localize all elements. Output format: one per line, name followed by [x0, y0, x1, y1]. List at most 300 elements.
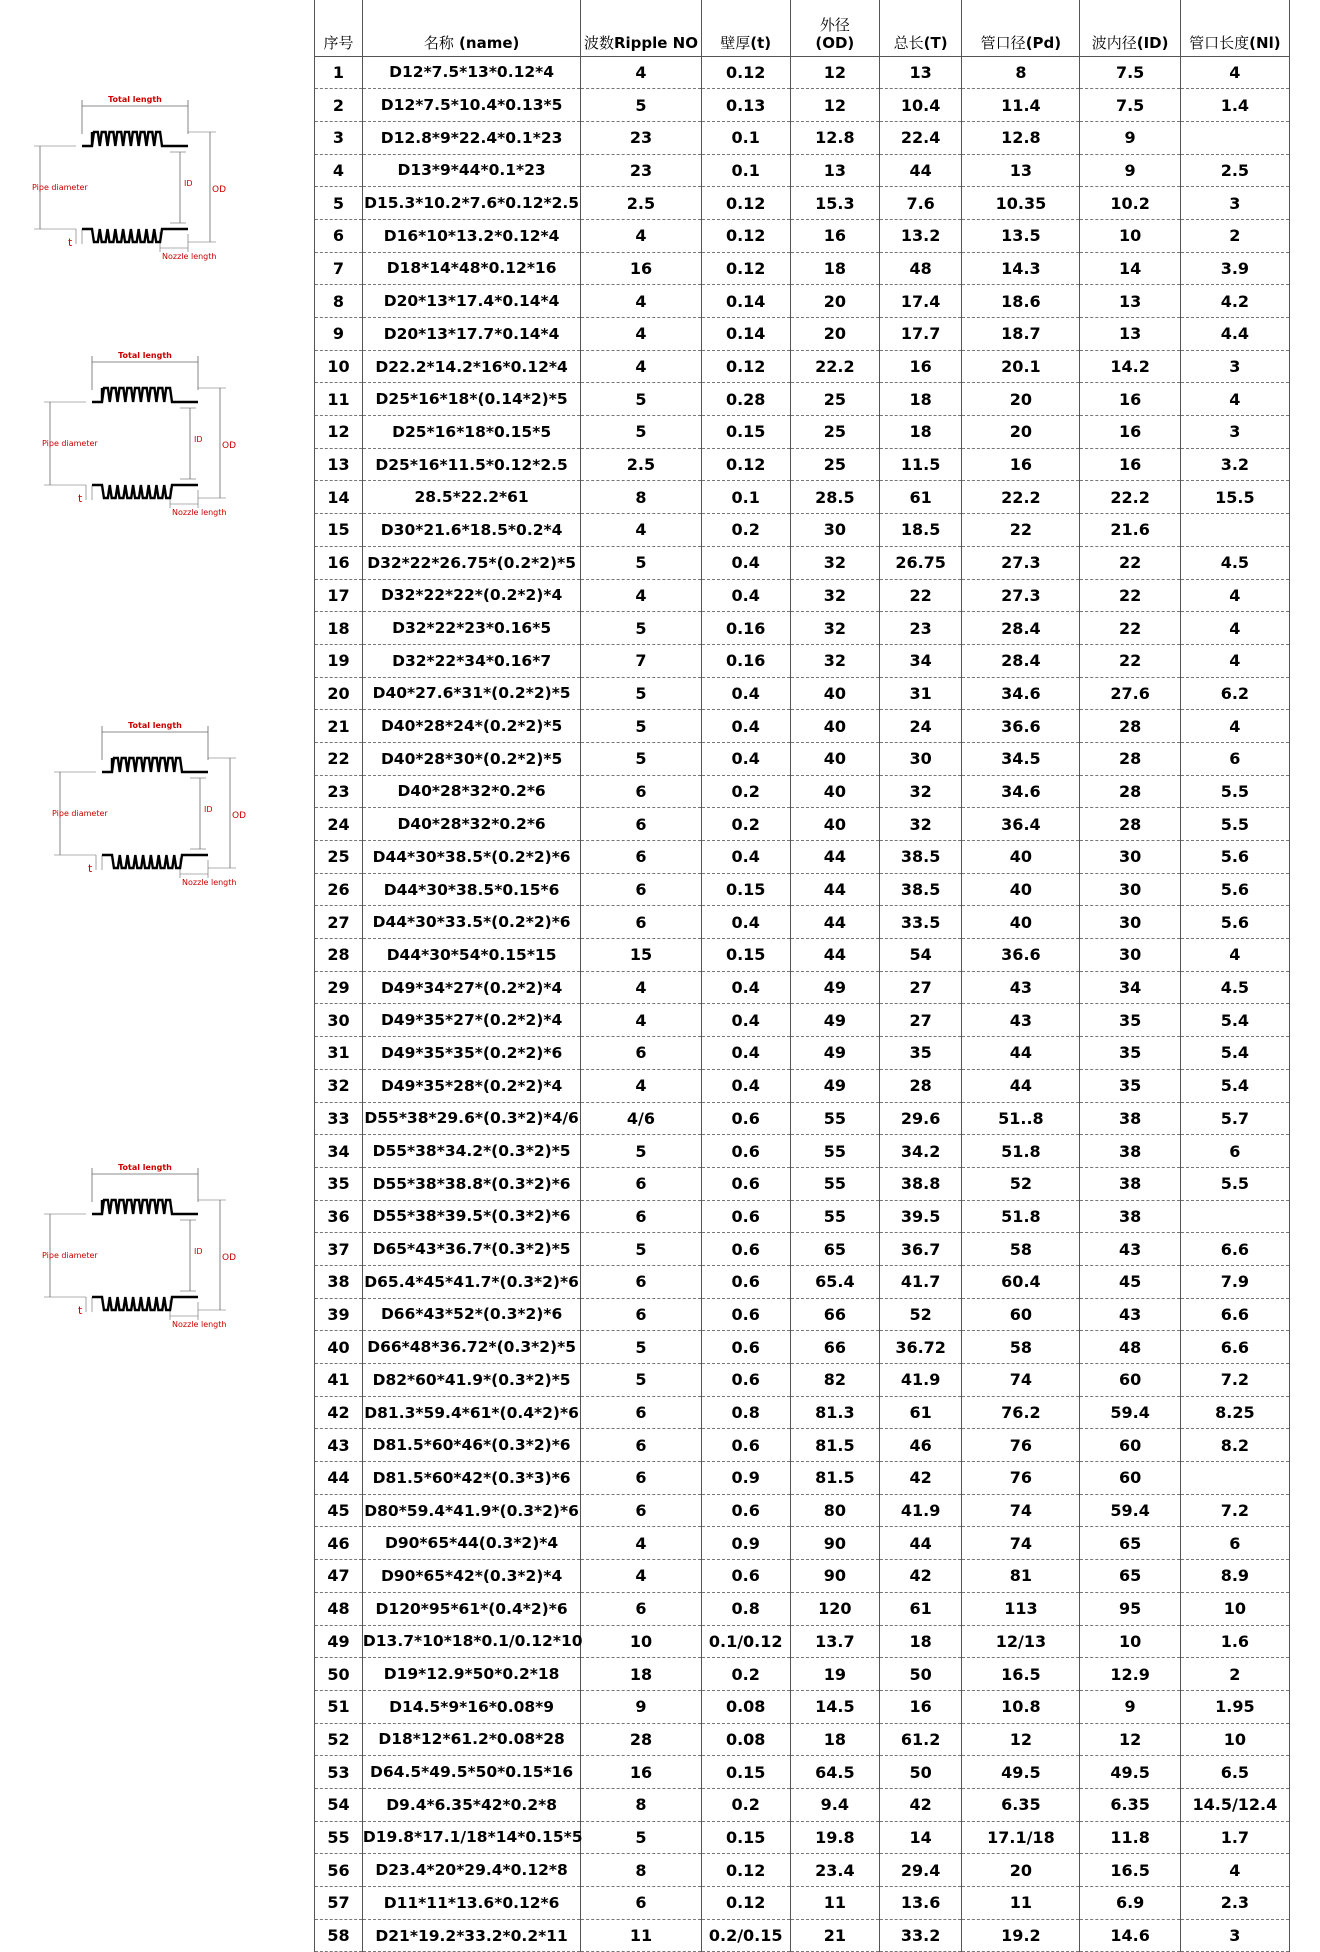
cell-outer-diameter: 49: [790, 971, 879, 1004]
cell-inner-diameter: 30: [1080, 906, 1180, 939]
cell-index: 13: [315, 448, 363, 481]
table-row: [315, 1723, 1290, 1756]
header-en: (OD): [815, 33, 855, 52]
table-row: [315, 906, 1290, 939]
cell-ripple-no: 8: [581, 1788, 701, 1821]
pipe-diameter-label: Pipe diameter: [42, 439, 98, 448]
cell-inner-diameter: 11.8: [1080, 1821, 1180, 1854]
cell-name: D40*28*32*0.2*6: [362, 808, 580, 841]
cell-outer-diameter: 40: [790, 775, 879, 808]
cell-ripple-no: 4: [581, 219, 701, 252]
cell-inner-diameter: 14.2: [1080, 350, 1180, 383]
cell-total-length: 34: [879, 644, 961, 677]
cell-total-length: 41.7: [879, 1265, 961, 1298]
cell-ripple-no: 6: [581, 1494, 701, 1527]
header-index: [315, 0, 363, 56]
header-zh: 波内径: [1091, 33, 1137, 52]
table-row: [315, 448, 1290, 481]
total-length-label: Total length: [108, 95, 162, 104]
cell-total-length: 7.6: [879, 187, 961, 220]
cell-inner-diameter: 30: [1080, 841, 1180, 874]
cell-index: 32: [315, 1069, 363, 1102]
cell-name: D65.4*45*41.7*(0.3*2)*6: [362, 1265, 580, 1298]
cell-nozzle-length: 4: [1180, 383, 1289, 416]
cell-index: 24: [315, 808, 363, 841]
cell-nozzle-length: 6: [1180, 1135, 1289, 1168]
cell-nozzle-length: 5.5: [1180, 1167, 1289, 1200]
cell-wall-thickness: 0.6: [701, 1494, 790, 1527]
cell-index: 28: [315, 939, 363, 972]
cell-ripple-no: 6: [581, 906, 701, 939]
cell-wall-thickness: 0.4: [701, 906, 790, 939]
cell-index: 44: [315, 1462, 363, 1495]
bellows-drawing: [40, 1152, 240, 1327]
cell-name: D40*28*32*0.2*6: [362, 775, 580, 808]
cell-outer-diameter: 80: [790, 1494, 879, 1527]
cell-outer-diameter: 65: [790, 1233, 879, 1266]
cell-index: 18: [315, 612, 363, 645]
cell-inner-diameter: 38: [1080, 1135, 1180, 1168]
cell-outer-diameter: 32: [790, 612, 879, 645]
cell-inner-diameter: 22: [1080, 546, 1180, 579]
cell-wall-thickness: 0.6: [701, 1331, 790, 1364]
cell-total-length: 18: [879, 416, 961, 449]
cell-wall-thickness: 0.4: [701, 1004, 790, 1037]
cell-wall-thickness: 0.8: [701, 1592, 790, 1625]
cell-pipe-diameter: 19.2: [962, 1919, 1080, 1952]
cell-outer-diameter: 82: [790, 1364, 879, 1397]
total-length-label: Total length: [118, 1163, 172, 1172]
cell-index: 45: [315, 1494, 363, 1527]
cell-outer-diameter: 11: [790, 1887, 879, 1920]
cell-index: 54: [315, 1788, 363, 1821]
cell-index: 6: [315, 219, 363, 252]
cell-total-length: 30: [879, 742, 961, 775]
cell-total-length: 36.7: [879, 1233, 961, 1266]
cell-wall-thickness: 0.9: [701, 1462, 790, 1495]
cell-outer-diameter: 64.5: [790, 1756, 879, 1789]
cell-index: 52: [315, 1723, 363, 1756]
cell-outer-diameter: 20: [790, 285, 879, 318]
cell-nozzle-length: 4.5: [1180, 971, 1289, 1004]
cell-ripple-no: 6: [581, 1592, 701, 1625]
header-zh: 壁厚: [720, 33, 751, 52]
cell-index: 1: [315, 56, 363, 89]
bellows-spec-table: [314, 0, 1290, 1952]
table-row: [315, 383, 1290, 416]
cell-nozzle-length: 8.2: [1180, 1429, 1289, 1462]
cell-outer-diameter: 44: [790, 873, 879, 906]
cell-ripple-no: 6: [581, 1298, 701, 1331]
cell-inner-diameter: 13: [1080, 318, 1180, 351]
thickness-label: t: [88, 862, 93, 875]
cell-ripple-no: 4: [581, 579, 701, 612]
cell-outer-diameter: 13: [790, 154, 879, 187]
cell-nozzle-length: [1180, 121, 1289, 154]
cell-total-length: 50: [879, 1658, 961, 1691]
table-row: [315, 1364, 1290, 1397]
cell-index: 40: [315, 1331, 363, 1364]
cell-name: D64.5*49.5*50*0.15*16: [362, 1756, 580, 1789]
cell-outer-diameter: 18: [790, 252, 879, 285]
cell-inner-diameter: 9: [1080, 1690, 1180, 1723]
cell-total-length: 61: [879, 481, 961, 514]
cell-wall-thickness: 0.15: [701, 1821, 790, 1854]
cell-ripple-no: 6: [581, 1429, 701, 1462]
cell-pipe-diameter: 44: [962, 1037, 1080, 1070]
cell-pipe-diameter: 51..8: [962, 1102, 1080, 1135]
cell-ripple-no: 6: [581, 775, 701, 808]
cell-total-length: 46: [879, 1429, 961, 1462]
cell-total-length: 13.6: [879, 1887, 961, 1920]
cell-name: D55*38*39.5*(0.3*2)*6: [362, 1200, 580, 1233]
cell-wall-thickness: 0.6: [701, 1167, 790, 1200]
cell-outer-diameter: 55: [790, 1200, 879, 1233]
cell-ripple-no: 5: [581, 416, 701, 449]
cell-wall-thickness: 0.8: [701, 1396, 790, 1429]
cell-pipe-diameter: 74: [962, 1527, 1080, 1560]
cell-total-length: 61: [879, 1396, 961, 1429]
cell-pipe-diameter: 16: [962, 448, 1080, 481]
cell-outer-diameter: 40: [790, 710, 879, 743]
cell-total-length: 16: [879, 1690, 961, 1723]
cell-pipe-diameter: 22: [962, 514, 1080, 547]
cell-ripple-no: 5: [581, 89, 701, 122]
cell-wall-thickness: 0.12: [701, 1887, 790, 1920]
bellows-diagram: [30, 84, 230, 259]
cell-name: D120*95*61*(0.4*2)*6: [362, 1592, 580, 1625]
cell-wall-thickness: 0.15: [701, 873, 790, 906]
cell-index: 35: [315, 1167, 363, 1200]
cell-inner-diameter: 34: [1080, 971, 1180, 1004]
cell-inner-diameter: 10: [1080, 1625, 1180, 1658]
cell-wall-thickness: 0.4: [701, 710, 790, 743]
cell-inner-diameter: 22: [1080, 644, 1180, 677]
cell-pipe-diameter: 36.4: [962, 808, 1080, 841]
table-row: [315, 775, 1290, 808]
cell-inner-diameter: 10.2: [1080, 187, 1180, 220]
table-row: [315, 742, 1290, 775]
cell-name: D21*19.2*33.2*0.2*11: [362, 1919, 580, 1952]
cell-name: D22.2*14.2*16*0.12*4: [362, 350, 580, 383]
cell-name: D44*30*33.5*(0.2*2)*6: [362, 906, 580, 939]
cell-wall-thickness: 0.2: [701, 514, 790, 547]
cell-total-length: 18: [879, 1625, 961, 1658]
cell-nozzle-length: [1180, 1462, 1289, 1495]
table-row: [315, 1331, 1290, 1364]
cell-wall-thickness: 0.14: [701, 318, 790, 351]
cell-outer-diameter: 90: [790, 1527, 879, 1560]
cell-pipe-diameter: 76: [962, 1429, 1080, 1462]
inner-diameter-label: ID: [184, 179, 193, 188]
cell-inner-diameter: 38: [1080, 1167, 1180, 1200]
cell-outer-diameter: 55: [790, 1102, 879, 1135]
cell-wall-thickness: 0.1: [701, 481, 790, 514]
cell-pipe-diameter: 27.3: [962, 579, 1080, 612]
cell-inner-diameter: 35: [1080, 1037, 1180, 1070]
table-row: [315, 939, 1290, 972]
table-row: [315, 121, 1290, 154]
header-zh: 名称: [423, 33, 454, 52]
table-row: [315, 89, 1290, 122]
cell-pipe-diameter: 34.6: [962, 677, 1080, 710]
cell-name: D18*14*48*0.12*16: [362, 252, 580, 285]
cell-nozzle-length: 1.4: [1180, 89, 1289, 122]
cell-pipe-diameter: 81: [962, 1560, 1080, 1593]
cell-index: 21: [315, 710, 363, 743]
cell-outer-diameter: 15.3: [790, 187, 879, 220]
header-en: (Nl): [1249, 33, 1281, 52]
table-row: [315, 1887, 1290, 1920]
cell-wall-thickness: 0.12: [701, 56, 790, 89]
table-row: [315, 1265, 1290, 1298]
table-row: [315, 1429, 1290, 1462]
table-row: [315, 1135, 1290, 1168]
cell-ripple-no: 4: [581, 1069, 701, 1102]
cell-outer-diameter: 32: [790, 579, 879, 612]
cell-ripple-no: 5: [581, 612, 701, 645]
cell-ripple-no: 7: [581, 644, 701, 677]
cell-inner-diameter: 21.6: [1080, 514, 1180, 547]
cell-ripple-no: 5: [581, 1821, 701, 1854]
cell-inner-diameter: 45: [1080, 1265, 1180, 1298]
cell-pipe-diameter: 18.7: [962, 318, 1080, 351]
cell-inner-diameter: 38: [1080, 1102, 1180, 1135]
table-row: [315, 1788, 1290, 1821]
inner-diameter-label: ID: [194, 1247, 203, 1256]
table-row: [315, 1037, 1290, 1070]
cell-total-length: 44: [879, 1527, 961, 1560]
cell-nozzle-length: 4: [1180, 710, 1289, 743]
cell-index: 56: [315, 1854, 363, 1887]
cell-pipe-diameter: 14.3: [962, 252, 1080, 285]
bellows-drawing: [30, 84, 230, 259]
cell-wall-thickness: 0.2: [701, 1658, 790, 1691]
cell-index: 4: [315, 154, 363, 187]
table-row: [315, 1462, 1290, 1495]
cell-wall-thickness: 0.2: [701, 1788, 790, 1821]
cell-wall-thickness: 0.13: [701, 89, 790, 122]
header-zh: 管口长度: [1189, 33, 1250, 52]
cell-ripple-no: 6: [581, 1462, 701, 1495]
cell-inner-diameter: 14.6: [1080, 1919, 1180, 1952]
cell-wall-thickness: 0.12: [701, 1854, 790, 1887]
table-row: [315, 1102, 1290, 1135]
table-row: [315, 252, 1290, 285]
cell-total-length: 38.5: [879, 841, 961, 874]
cell-pipe-diameter: 43: [962, 971, 1080, 1004]
cell-wall-thickness: 0.1: [701, 121, 790, 154]
cell-outer-diameter: 12: [790, 89, 879, 122]
cell-outer-diameter: 25: [790, 416, 879, 449]
header-inner-diameter: [1080, 0, 1180, 56]
pipe-diameter-label: Pipe diameter: [42, 1251, 98, 1260]
cell-wall-thickness: 0.15: [701, 939, 790, 972]
cell-inner-diameter: 10: [1080, 219, 1180, 252]
cell-inner-diameter: 9: [1080, 121, 1180, 154]
cell-nozzle-length: 4: [1180, 56, 1289, 89]
cell-ripple-no: 4: [581, 514, 701, 547]
cell-inner-diameter: 30: [1080, 939, 1180, 972]
cell-name: D25*16*18*(0.14*2)*5: [362, 383, 580, 416]
cell-outer-diameter: 21: [790, 1919, 879, 1952]
cell-wall-thickness: 0.08: [701, 1723, 790, 1756]
table-row: [315, 1167, 1290, 1200]
cell-total-length: 23: [879, 612, 961, 645]
cell-nozzle-length: [1180, 514, 1289, 547]
table-row: [315, 1821, 1290, 1854]
cell-total-length: 33.5: [879, 906, 961, 939]
cell-total-length: 16: [879, 350, 961, 383]
cell-pipe-diameter: 10.35: [962, 187, 1080, 220]
cell-nozzle-length: 8.25: [1180, 1396, 1289, 1429]
cell-outer-diameter: 20: [790, 318, 879, 351]
cell-pipe-diameter: 44: [962, 1069, 1080, 1102]
cell-pipe-diameter: 16.5: [962, 1658, 1080, 1691]
cell-name: D65*43*36.7*(0.3*2)*5: [362, 1233, 580, 1266]
cell-name: D30*21.6*18.5*0.2*4: [362, 514, 580, 547]
cell-name: D32*22*22*(0.2*2)*4: [362, 579, 580, 612]
table-row: [315, 1298, 1290, 1331]
cell-pipe-diameter: 12/13: [962, 1625, 1080, 1658]
cell-total-length: 42: [879, 1788, 961, 1821]
cell-name: D12*7.5*10.4*0.13*5: [362, 89, 580, 122]
cell-inner-diameter: 28: [1080, 775, 1180, 808]
cell-nozzle-length: 3.2: [1180, 448, 1289, 481]
cell-wall-thickness: 0.12: [701, 350, 790, 383]
cell-ripple-no: 5: [581, 1331, 701, 1364]
cell-wall-thickness: 0.12: [701, 448, 790, 481]
table-row: [315, 285, 1290, 318]
cell-nozzle-length: 10: [1180, 1592, 1289, 1625]
cell-index: 15: [315, 514, 363, 547]
cell-total-length: 32: [879, 808, 961, 841]
cell-total-length: 28: [879, 1069, 961, 1102]
cell-nozzle-length: 1.95: [1180, 1690, 1289, 1723]
cell-inner-diameter: 65: [1080, 1527, 1180, 1560]
cell-index: 26: [315, 873, 363, 906]
cell-nozzle-length: 3: [1180, 416, 1289, 449]
cell-ripple-no: 11: [581, 1919, 701, 1952]
cell-index: 20: [315, 677, 363, 710]
cell-inner-diameter: 16: [1080, 416, 1180, 449]
cell-ripple-no: 4: [581, 1004, 701, 1037]
cell-nozzle-length: 6.2: [1180, 677, 1289, 710]
table-row: [315, 971, 1290, 1004]
table-row: [315, 579, 1290, 612]
cell-outer-diameter: 40: [790, 677, 879, 710]
cell-name: D11*11*13.6*0.12*6: [362, 1887, 580, 1920]
cell-name: D20*13*17.4*0.14*4: [362, 285, 580, 318]
table-row: [315, 1004, 1290, 1037]
cell-pipe-diameter: 28.4: [962, 644, 1080, 677]
table-row: [315, 56, 1290, 89]
cell-index: 3: [315, 121, 363, 154]
cell-pipe-diameter: 28.4: [962, 612, 1080, 645]
header-en: (Pd): [1025, 33, 1062, 52]
header-zh: 外径: [819, 15, 850, 34]
cell-outer-diameter: 81.3: [790, 1396, 879, 1429]
cell-name: D90*65*44(0.3*2)*4: [362, 1527, 580, 1560]
cell-pipe-diameter: 40: [962, 906, 1080, 939]
cell-nozzle-length: 6.6: [1180, 1331, 1289, 1364]
cell-nozzle-length: 4: [1180, 644, 1289, 677]
cell-wall-thickness: 0.6: [701, 1364, 790, 1397]
table-row: [315, 710, 1290, 743]
cell-pipe-diameter: 17.1/18: [962, 1821, 1080, 1854]
cell-name: D81.5*60*46*(0.3*2)*6: [362, 1429, 580, 1462]
cell-wall-thickness: 0.6: [701, 1233, 790, 1266]
cell-pipe-diameter: 52: [962, 1167, 1080, 1200]
cell-nozzle-length: 4.4: [1180, 318, 1289, 351]
cell-total-length: 48: [879, 252, 961, 285]
cell-index: 48: [315, 1592, 363, 1625]
cell-name: D12*7.5*13*0.12*4: [362, 56, 580, 89]
cell-pipe-diameter: 18.6: [962, 285, 1080, 318]
cell-inner-diameter: 7.5: [1080, 89, 1180, 122]
cell-nozzle-length: 2: [1180, 219, 1289, 252]
inner-diameter-label: ID: [204, 805, 213, 814]
cell-name: D81.3*59.4*61*(0.4*2)*6: [362, 1396, 580, 1429]
cell-index: 58: [315, 1919, 363, 1952]
cell-outer-diameter: 25: [790, 448, 879, 481]
cell-index: 25: [315, 841, 363, 874]
cell-pipe-diameter: 6.35: [962, 1788, 1080, 1821]
cell-total-length: 17.7: [879, 318, 961, 351]
cell-name: D19*12.9*50*0.2*18: [362, 1658, 580, 1691]
cell-pipe-diameter: 20: [962, 1854, 1080, 1887]
cell-outer-diameter: 19: [790, 1658, 879, 1691]
cell-wall-thickness: 0.15: [701, 416, 790, 449]
cell-nozzle-length: 5.4: [1180, 1037, 1289, 1070]
cell-index: 10: [315, 350, 363, 383]
cell-total-length: 13.2: [879, 219, 961, 252]
cell-total-length: 38.8: [879, 1167, 961, 1200]
cell-inner-diameter: 59.4: [1080, 1494, 1180, 1527]
table-row: [315, 154, 1290, 187]
cell-inner-diameter: 43: [1080, 1233, 1180, 1266]
cell-inner-diameter: 35: [1080, 1004, 1180, 1037]
cell-name: D13.7*10*18*0.1/0.12*10: [362, 1625, 580, 1658]
pipe-diameter-label: Pipe diameter: [32, 183, 88, 192]
cell-inner-diameter: 13: [1080, 285, 1180, 318]
cell-wall-thickness: 0.1: [701, 154, 790, 187]
cell-pipe-diameter: 58: [962, 1233, 1080, 1266]
outer-diameter-label: OD: [222, 1253, 237, 1263]
nozzle-length-label: Nozzle length: [172, 1320, 227, 1329]
cell-nozzle-length: 5.5: [1180, 775, 1289, 808]
cell-index: 36: [315, 1200, 363, 1233]
cell-outer-diameter: 32: [790, 546, 879, 579]
cell-pipe-diameter: 13.5: [962, 219, 1080, 252]
cell-outer-diameter: 81.5: [790, 1429, 879, 1462]
header-ripple-no: [581, 0, 701, 56]
cell-total-length: 10.4: [879, 89, 961, 122]
cell-total-length: 11.5: [879, 448, 961, 481]
cell-nozzle-length: 7.9: [1180, 1265, 1289, 1298]
cell-name: D80*59.4*41.9*(0.3*2)*6: [362, 1494, 580, 1527]
inner-diameter-label: ID: [194, 435, 203, 444]
cell-outer-diameter: 40: [790, 808, 879, 841]
cell-name: D12.8*9*22.4*0.1*23: [362, 121, 580, 154]
cell-outer-diameter: 30: [790, 514, 879, 547]
nozzle-length-label: Nozzle length: [172, 508, 227, 517]
cell-outer-diameter: 13.7: [790, 1625, 879, 1658]
cell-index: 51: [315, 1690, 363, 1723]
bellows-diagram: [40, 1152, 240, 1327]
cell-index: 38: [315, 1265, 363, 1298]
cell-index: 37: [315, 1233, 363, 1266]
